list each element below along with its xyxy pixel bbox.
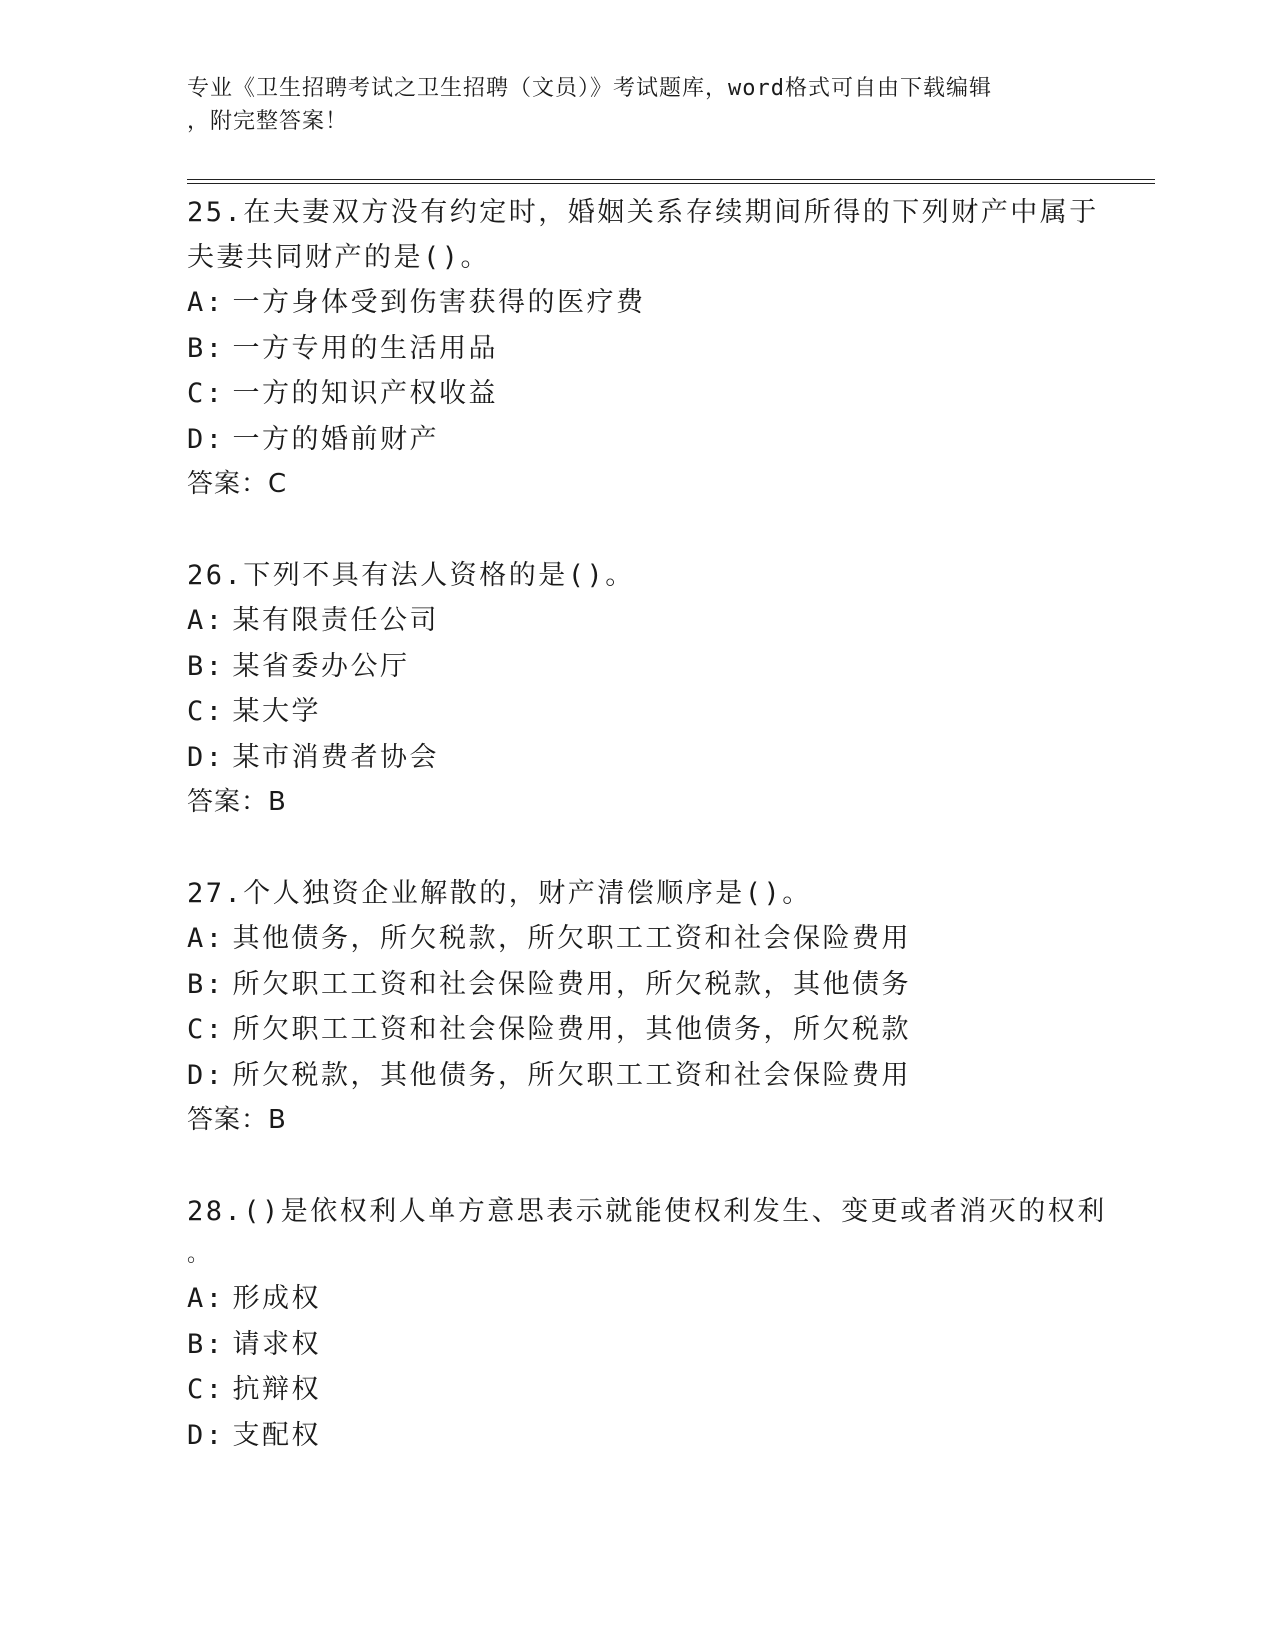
header-divider-top [187, 179, 1155, 180]
question-26 [187, 553, 1087, 825]
option-b [187, 1322, 1087, 1368]
question-28 [187, 1189, 1107, 1458]
option-text: 所欠职工工资和社会保险费用，所欠税款，其他债务 [232, 968, 912, 1000]
option-text: 一方的婚前财产 [232, 423, 440, 455]
option-d [187, 735, 1087, 781]
answer-label: 答案：C [187, 469, 288, 499]
option-text: 其他债务，所欠税款，所欠职工工资和社会保险费用 [232, 923, 912, 954]
option-letter: D: [187, 741, 225, 773]
header-line-2: ，附完整答案！ [187, 109, 349, 134]
option-letter: D: [187, 1419, 225, 1451]
option-text: 某市消费者协会 [232, 741, 440, 773]
option-text: 一方的知识产权收益 [232, 378, 499, 409]
option-a [187, 1276, 1087, 1322]
question-stem: 28.()是依权利人单方意思表示就能使权利发生、变更或者消灭的权利 [187, 1196, 1107, 1227]
option-d [187, 1413, 1087, 1459]
option-c [187, 689, 1087, 735]
option-letter: B: [187, 650, 225, 682]
option-text: 抗辩权 [232, 1374, 322, 1405]
document-header [187, 72, 1067, 138]
option-c [187, 1367, 1087, 1413]
question-25 [187, 190, 1099, 507]
option-letter: D: [187, 1059, 225, 1091]
option-b [187, 326, 1087, 372]
option-letter: B: [187, 1328, 225, 1360]
option-text: 支配权 [232, 1419, 322, 1451]
question-list [187, 190, 1107, 1504]
option-letter: C: [187, 1014, 225, 1045]
option-text: 形成权 [232, 1283, 322, 1314]
option-d [187, 417, 1087, 463]
option-a [187, 916, 1087, 962]
option-letter: D: [187, 423, 225, 455]
option-letter: C: [187, 696, 225, 727]
header-divider-bottom [187, 183, 1155, 184]
option-d [187, 1053, 1087, 1099]
question-stem-continuation: 。 [187, 1242, 212, 1267]
option-letter: C: [187, 378, 225, 409]
option-text: 所欠职工工资和社会保险费用，其他债务，所欠税款 [232, 1014, 912, 1045]
question-stem: 夫妻共同财产的是()。 [187, 242, 491, 273]
question-stem: 26.下列不具有法人资格的是()。 [187, 560, 635, 591]
option-text: 请求权 [232, 1328, 322, 1360]
option-letter: A: [187, 1283, 225, 1314]
option-letter: B: [187, 968, 225, 1000]
option-text: 一方专用的生活用品 [232, 332, 499, 364]
option-a [187, 280, 1087, 326]
option-letter: C: [187, 1374, 225, 1405]
option-c [187, 1007, 1087, 1053]
option-a [187, 598, 1087, 644]
option-letter: A: [187, 287, 225, 318]
header-line-1: 专业《卫生招聘考试之卫生招聘（文员）》考试题库，word格式可自由下载编辑 [187, 76, 992, 101]
option-letter: A: [187, 605, 225, 636]
option-text: 某省委办公厅 [232, 650, 410, 682]
option-letter: A: [187, 923, 225, 954]
answer-label: 答案：B [187, 1105, 287, 1135]
question-stem: 25.在夫妻双方没有约定时，婚姻关系存续期间所得的下列财产中属于 [187, 197, 1099, 228]
option-text: 所欠税款，其他债务，所欠职工工资和社会保险费用 [232, 1059, 912, 1091]
question-27 [187, 871, 1087, 1143]
option-c [187, 371, 1087, 417]
option-letter: B: [187, 332, 225, 364]
option-text: 一方身体受到伤害获得的医疗费 [232, 287, 646, 318]
option-text: 某有限责任公司 [232, 605, 440, 636]
option-text: 某大学 [232, 696, 322, 727]
answer-label: 答案：B [187, 787, 287, 817]
option-b [187, 644, 1087, 690]
question-stem: 27.个人独资企业解散的，财产清偿顺序是()。 [187, 878, 812, 909]
option-b [187, 962, 1087, 1008]
